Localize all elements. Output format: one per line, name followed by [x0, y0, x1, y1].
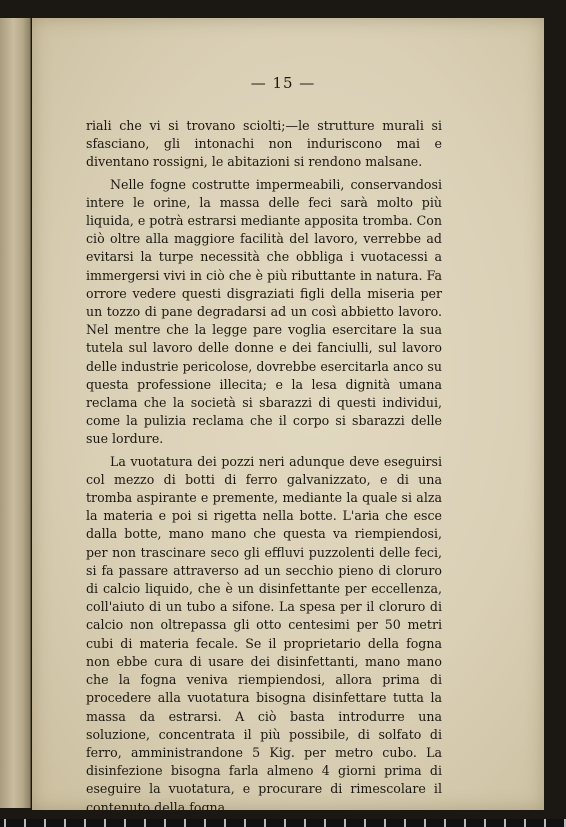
paragraph-2: Nelle fogne costrutte impermeabili, conservandosi intere le orine, la massa delle feci sarà molto più liquida, e potrà estrarsi mediante apposita tromba. Con ciò oltre alla maggiore facilità del lavoro, verrebbe ad evitarsi la turpe necessità che obbliga i vuotacessi a immergersi vivi in ciò che è più ributtante in natura. Fa orrore vedere questi disgraziati figli della miseria per un tozzo di pane degradarsi ad un così abbietto lavoro. Nel mentre che la legge pare voglia esercitare la sua tutela sul lavoro delle donne e dei fanciulli, sul lavoro delle industrie pericolose, dovrebbe esercitarla anco su questa professione illecita; e la lesa dignità umana reclama che la società si sbarazzi di questi individui, come la pulizia reclama che il corpo si sbarazzi delle sue lordure. [86, 176, 442, 447]
ruler-tick [104, 819, 106, 827]
ruler-tick [484, 819, 486, 827]
ruler-tick [284, 819, 286, 827]
ruler-tick [24, 819, 26, 827]
ruler-tick [44, 819, 46, 827]
scan-ruler-strip [0, 819, 566, 827]
ruler-tick [244, 819, 246, 827]
ruler-tick [144, 819, 146, 827]
book-spine-edge [0, 18, 31, 808]
ruler-tick [464, 819, 466, 827]
ruler-tick [184, 819, 186, 827]
ruler-tick [224, 819, 226, 827]
ruler-tick [264, 819, 266, 827]
ruler-tick [544, 819, 546, 827]
ruler-tick [304, 819, 306, 827]
ruler-tick [424, 819, 426, 827]
ruler-tick [84, 819, 86, 827]
ruler-tick [384, 819, 386, 827]
paragraph-3: La vuotatura dei pozzi neri adunque deve eseguirsi col mezzo di botti di ferro galvanizzato, e di una tromba aspirante e premente, mediante la quale si alza la materia e poi si rigetta nella botte. L'aria che esce dalla botte, mano mano che questa va riempiendosi, per non trascinare seco gli effluvi puzzolenti delle feci, si fa passare attraverso ad un secchio pieno di cloruro di calcio liquido, che è un disinfettante per eccellenza, coll'aiuto di un tubo a sifone. La spesa per il cloruro di calcio non oltrepassa gli otto centesimi per 50 metri cubi di materia fecale. Se il proprietario della fogna non ebbe cura di usare dei disinfettanti, mano mano che la fogna veniva riempiendosi, allora prima di procedere alla vuotatura bisogna disinfettare tutta la massa da estrarsi. A ciò basta introdurre una soluzione, concentrata il più possibile, di solfato di ferro, amministrandone 5 Kig. per metro cubo. La disinfezione bisogna farla almeno 4 giorni prima di eseguire la vuotatura, e procurare di rimescolare il contenuto della fogna. [86, 453, 442, 815]
ruler-tick [324, 819, 326, 827]
ruler-tick [124, 819, 126, 827]
ruler-tick [204, 819, 206, 827]
ruler-tick [64, 819, 66, 827]
ruler-tick [404, 819, 406, 827]
ruler-tick [444, 819, 446, 827]
page-number: — 15 — [250, 74, 316, 92]
body-text [86, 117, 442, 817]
ruler-tick [4, 819, 6, 827]
ruler-tick [344, 819, 346, 827]
ruler-tick [364, 819, 366, 827]
ruler-tick [504, 819, 506, 827]
ruler-tick [164, 819, 166, 827]
ruler-tick [524, 819, 526, 827]
paragraph-1: riali che vi si trovano sciolti;—le strutture murali si sfasciano, gli intonachi non induriscono mai e diventano rossigni, le abitazioni si rendono malsane. [86, 118, 442, 170]
